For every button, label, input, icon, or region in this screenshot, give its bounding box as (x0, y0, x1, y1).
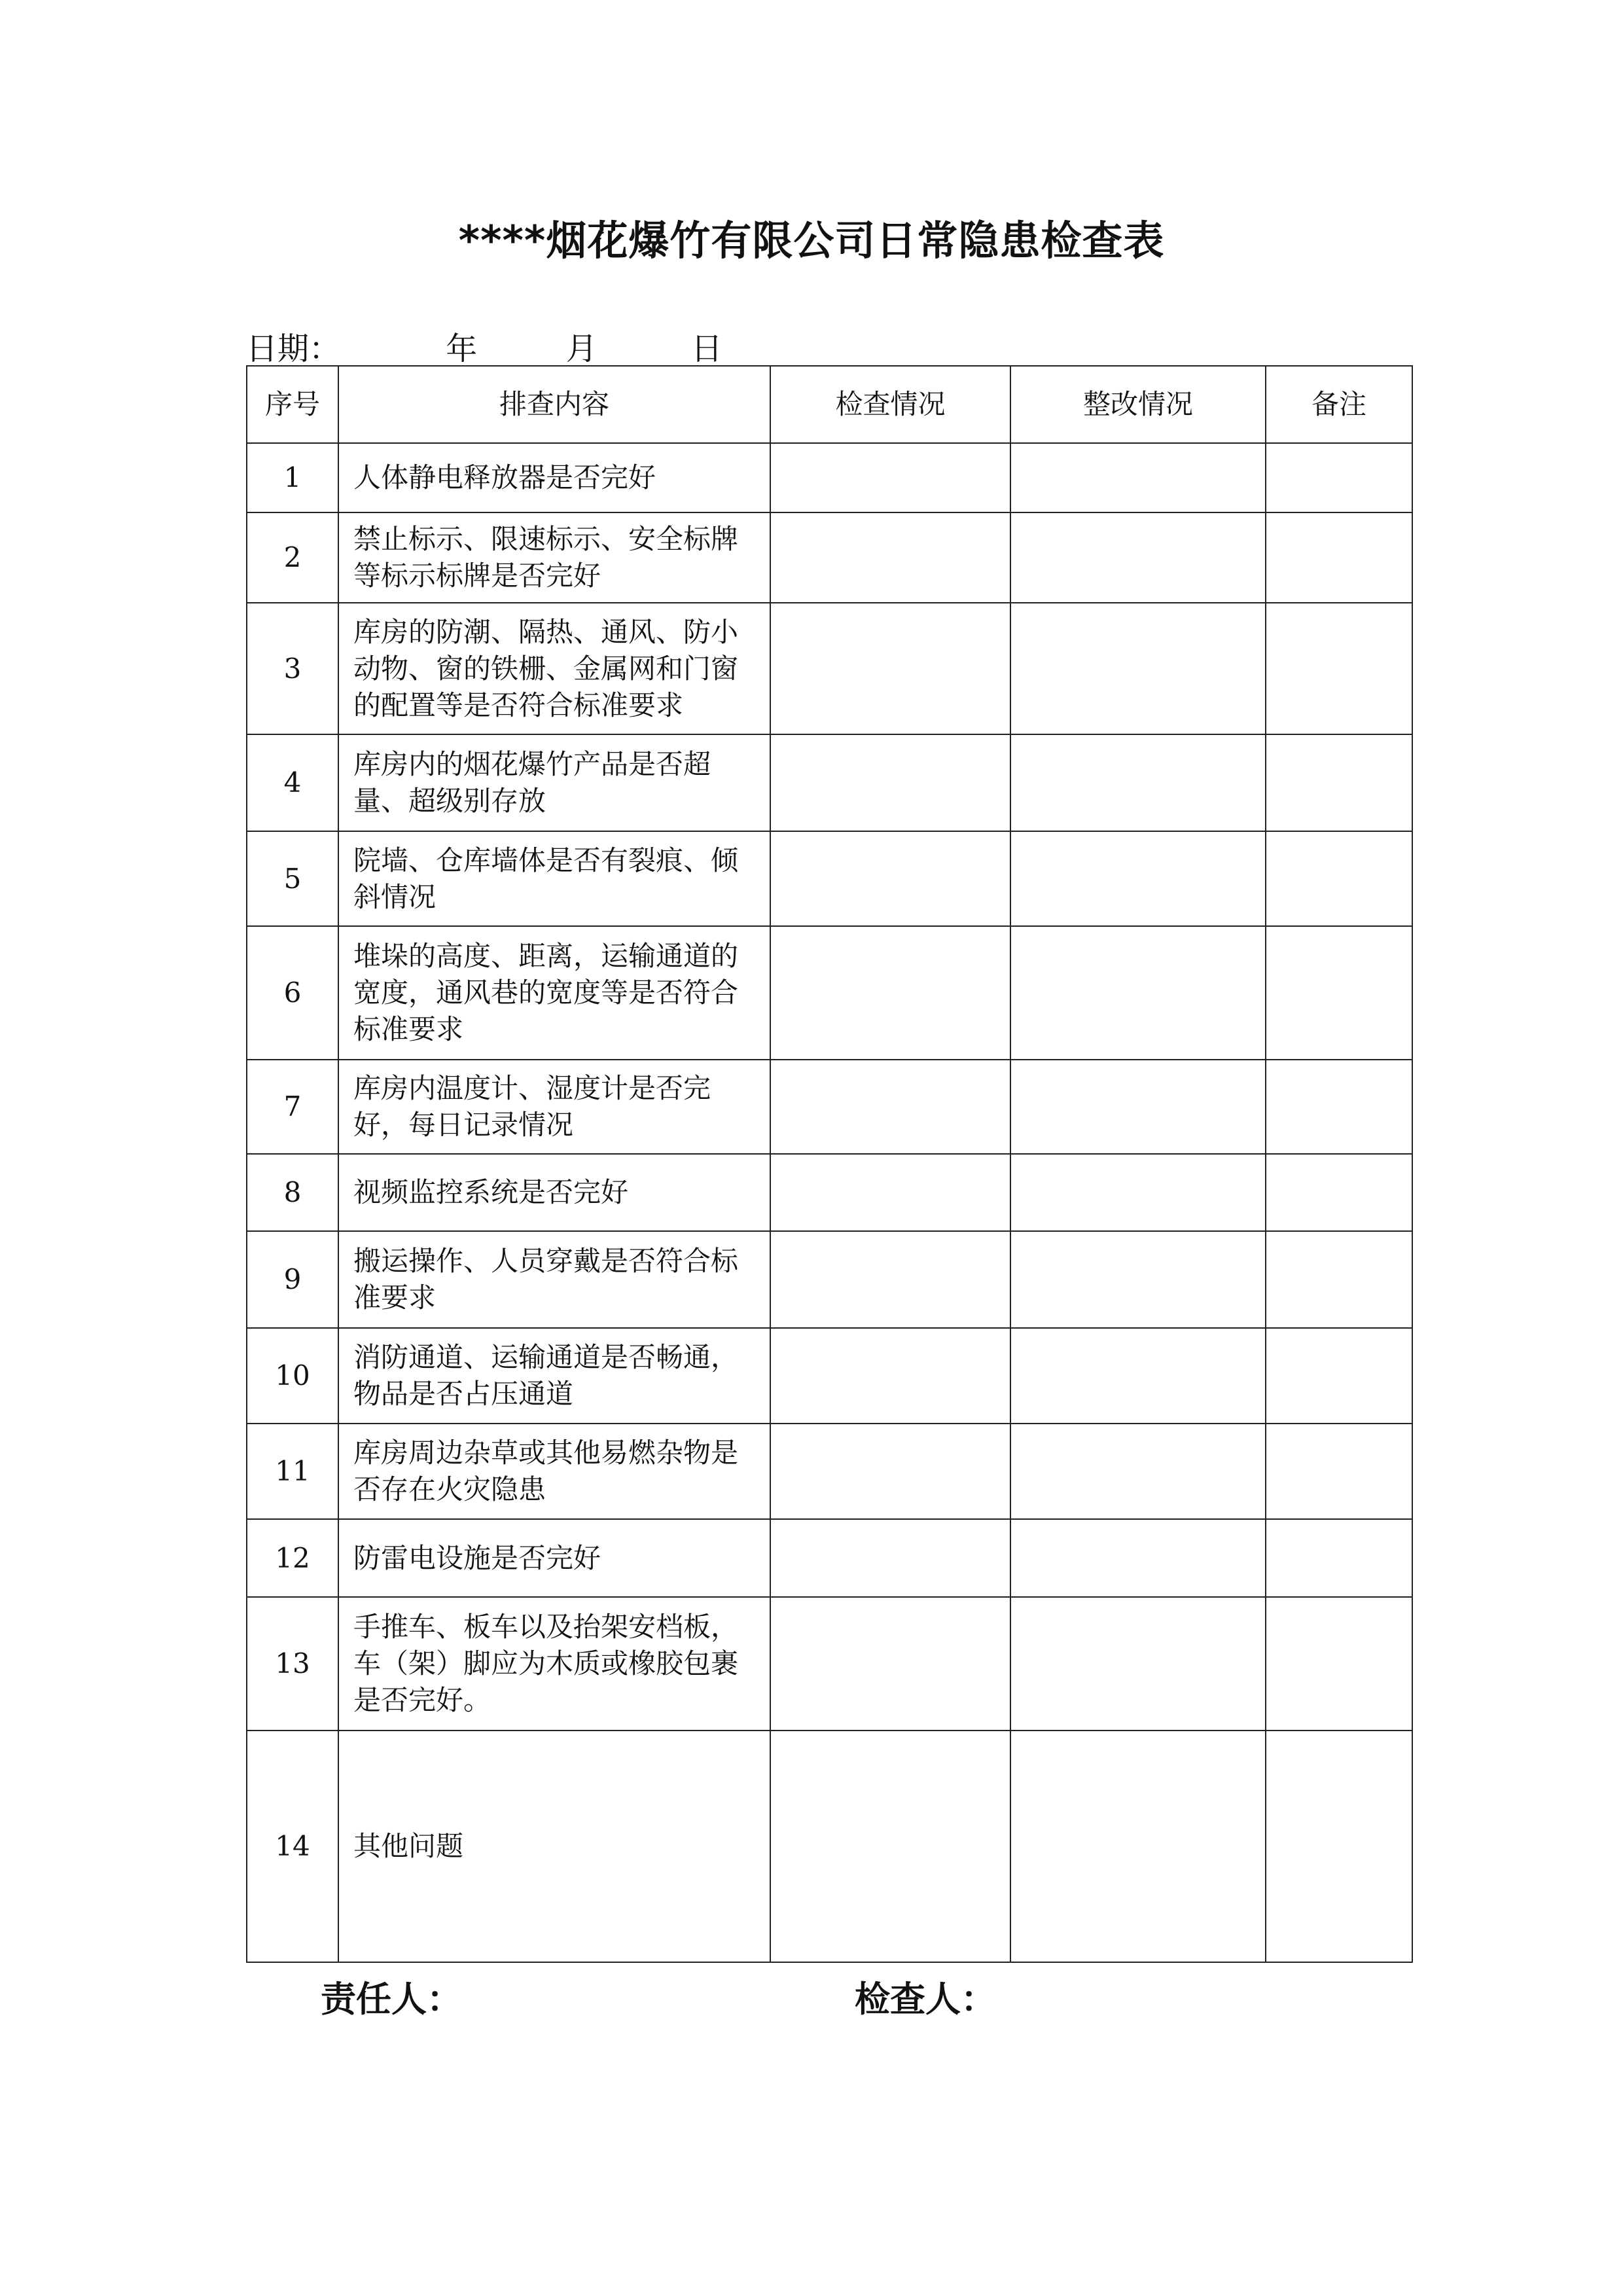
row-number: 7 (247, 1060, 338, 1154)
check-cell[interactable] (770, 512, 1010, 603)
row-item: 手推车、板车以及抬架安档板，车（架）脚应为木质或橡胶包裹是否完好。 (338, 1597, 770, 1731)
date-month: 月 (565, 331, 597, 367)
check-cell[interactable] (770, 443, 1010, 512)
fix-cell[interactable] (1010, 1328, 1266, 1424)
table-row (247, 603, 1412, 734)
remark-cell[interactable] (1266, 1731, 1412, 1962)
row-item: 堆垛的高度、距离，运输通道的宽度，通风巷的宽度等是否符合标准要求 (338, 926, 770, 1060)
remark-cell[interactable] (1266, 1424, 1412, 1519)
fix-cell[interactable] (1010, 1154, 1266, 1231)
fix-cell[interactable] (1010, 831, 1266, 926)
row-item: 防雷电设施是否完好 (338, 1519, 770, 1597)
table-row (247, 512, 1412, 603)
check-cell[interactable] (770, 1060, 1010, 1154)
row-number: 10 (247, 1328, 338, 1424)
row-number: 12 (247, 1519, 338, 1597)
row-item: 库房内温度计、湿度计是否完好，每日记录情况 (338, 1060, 770, 1154)
table-row (247, 443, 1412, 512)
check-cell[interactable] (770, 1424, 1010, 1519)
fix-cell[interactable] (1010, 1597, 1266, 1731)
check-cell[interactable] (770, 1328, 1010, 1424)
table-row (247, 1731, 1412, 1962)
row-number: 8 (247, 1154, 338, 1231)
date-year: 年 (446, 331, 478, 367)
remark-cell[interactable] (1266, 1328, 1412, 1424)
header-check: 检查情况 (770, 366, 1010, 443)
row-number: 9 (247, 1231, 338, 1328)
table-row (247, 1519, 1412, 1597)
fix-cell[interactable] (1010, 926, 1266, 1060)
row-number: 3 (247, 603, 338, 734)
fix-cell[interactable] (1010, 734, 1266, 831)
row-number: 1 (247, 443, 338, 512)
check-cell[interactable] (770, 1231, 1010, 1328)
row-number: 4 (247, 734, 338, 831)
table-row (247, 1154, 1412, 1231)
remark-cell[interactable] (1266, 1060, 1412, 1154)
row-item: 禁止标示、限速标示、安全标牌等标示标牌是否完好 (338, 512, 770, 603)
date-line (246, 323, 722, 368)
check-cell[interactable] (770, 926, 1010, 1060)
check-cell[interactable] (770, 1154, 1010, 1231)
table-row (247, 1424, 1412, 1519)
check-cell[interactable] (770, 1519, 1010, 1597)
header-remark: 备注 (1266, 366, 1412, 443)
remark-cell[interactable] (1266, 1231, 1412, 1328)
check-cell[interactable] (770, 734, 1010, 831)
header-row (247, 366, 1412, 443)
check-cell[interactable] (770, 1731, 1010, 1962)
table-row (247, 1060, 1412, 1154)
row-item: 消防通道、运输通道是否畅通，物品是否占压通道 (338, 1328, 770, 1424)
header-no: 序号 (247, 366, 338, 443)
row-item: 视频监控系统是否完好 (338, 1154, 770, 1231)
remark-cell[interactable] (1266, 1154, 1412, 1231)
remark-cell[interactable] (1266, 734, 1412, 831)
fix-cell[interactable] (1010, 443, 1266, 512)
remark-cell[interactable] (1266, 1597, 1412, 1731)
responsible-person-label: 责任人： (321, 1979, 462, 2020)
table-row (247, 1328, 1412, 1424)
header-fix: 整改情况 (1010, 366, 1266, 443)
fix-cell[interactable] (1010, 1424, 1266, 1519)
row-number: 6 (247, 926, 338, 1060)
header-item: 排查内容 (338, 366, 770, 443)
fix-cell[interactable] (1010, 1231, 1266, 1328)
row-item: 库房内的烟花爆竹产品是否超量、超级别存放 (338, 734, 770, 831)
row-number: 11 (247, 1424, 338, 1519)
row-item: 库房的防潮、隔热、通风、防小动物、窗的铁栅、金属网和门窗的配置等是否符合标准要求 (338, 603, 770, 734)
fix-cell[interactable] (1010, 1519, 1266, 1597)
fix-cell[interactable] (1010, 1731, 1266, 1962)
table-row (247, 1597, 1412, 1731)
date-label: 日期： (246, 331, 341, 367)
row-item: 人体静电释放器是否完好 (338, 443, 770, 512)
row-item: 搬运操作、人员穿戴是否符合标准要求 (338, 1231, 770, 1328)
table-row (247, 831, 1412, 926)
inspector-label: 检查人： (855, 1979, 996, 2020)
table-row (247, 1231, 1412, 1328)
row-item: 其他问题 (338, 1731, 770, 1962)
remark-cell[interactable] (1266, 603, 1412, 734)
remark-cell[interactable] (1266, 1519, 1412, 1597)
remark-cell[interactable] (1266, 831, 1412, 926)
check-cell[interactable] (770, 603, 1010, 734)
date-day: 日 (690, 331, 722, 367)
inspection-table (246, 365, 1413, 1963)
row-item: 院墙、仓库墙体是否有裂痕、倾斜情况 (338, 831, 770, 926)
remark-cell[interactable] (1266, 926, 1412, 1060)
row-item: 库房周边杂草或其他易燃杂物是否存在火灾隐患 (338, 1424, 770, 1519)
fix-cell[interactable] (1010, 512, 1266, 603)
row-number: 2 (247, 512, 338, 603)
remark-cell[interactable] (1266, 443, 1412, 512)
fix-cell[interactable] (1010, 1060, 1266, 1154)
table-row (247, 734, 1412, 831)
remark-cell[interactable] (1266, 512, 1412, 603)
check-cell[interactable] (770, 831, 1010, 926)
table-row (247, 926, 1412, 1060)
row-number: 14 (247, 1731, 338, 1962)
document-title: ****烟花爆竹有限公司日常隐患检查表 (458, 217, 1165, 264)
check-cell[interactable] (770, 1597, 1010, 1731)
row-number: 5 (247, 831, 338, 926)
fix-cell[interactable] (1010, 603, 1266, 734)
row-number: 13 (247, 1597, 338, 1731)
